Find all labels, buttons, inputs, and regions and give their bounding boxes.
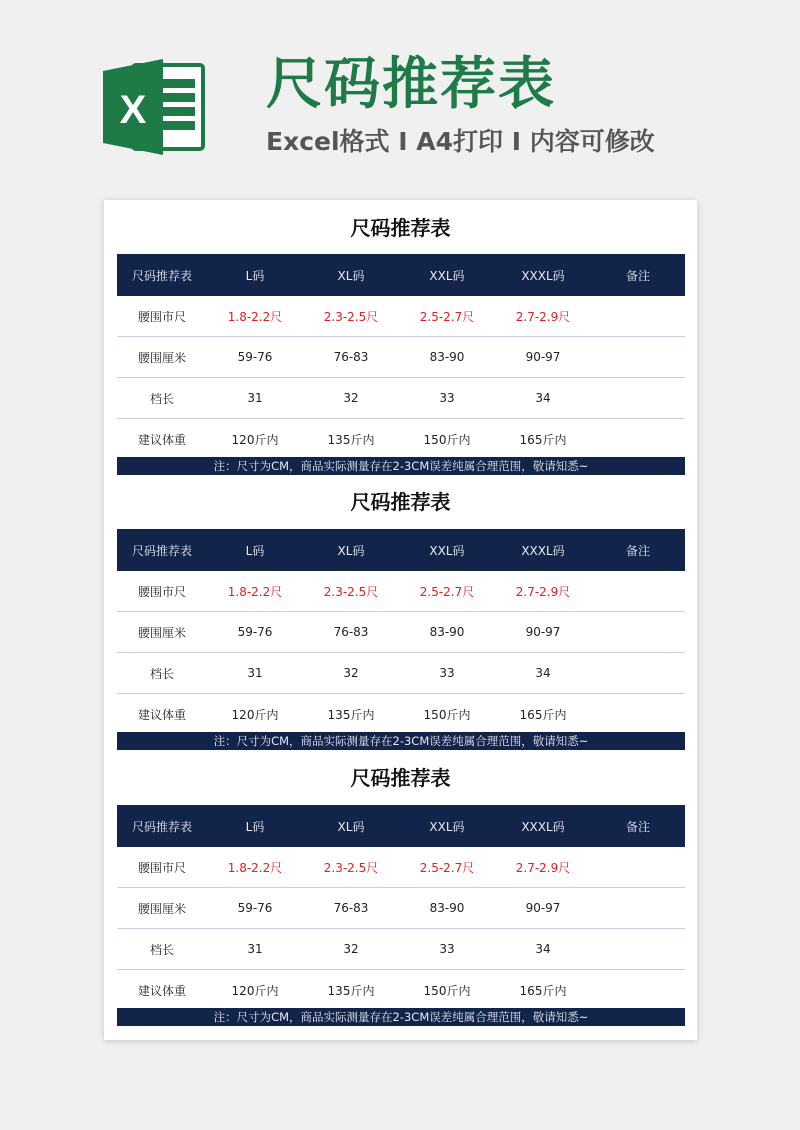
table-cell: 59-76 bbox=[207, 612, 303, 653]
table-cell: 1.8-2.2尺 bbox=[207, 296, 303, 337]
table-row bbox=[117, 694, 685, 735]
size-table bbox=[117, 254, 685, 460]
table-cell: 34 bbox=[495, 378, 591, 419]
table-note: 注：尺寸为CM，商品实际测量存在2-3CM误差纯属合理范围，敬请知悉~ bbox=[117, 457, 685, 475]
table-cell: 135斤内 bbox=[303, 694, 399, 735]
row-label: 档长 bbox=[117, 929, 207, 970]
table-cell: 120斤内 bbox=[207, 694, 303, 735]
table-cell: 83-90 bbox=[399, 612, 495, 653]
table-cell: 2.5-2.7尺 bbox=[399, 571, 495, 612]
table-cell bbox=[591, 419, 685, 460]
table-row bbox=[117, 337, 685, 378]
table-cell bbox=[591, 888, 685, 929]
table-cell: 34 bbox=[495, 653, 591, 694]
table-row bbox=[117, 929, 685, 970]
table-cell: 120斤内 bbox=[207, 419, 303, 460]
table-row bbox=[117, 296, 685, 337]
table-cell bbox=[591, 337, 685, 378]
size-table bbox=[117, 529, 685, 735]
table-cell: 34 bbox=[495, 929, 591, 970]
table-cell bbox=[591, 694, 685, 735]
table-cell: 32 bbox=[303, 653, 399, 694]
table-cell: 90-97 bbox=[495, 337, 591, 378]
table-cell: 2.7-2.9尺 bbox=[495, 571, 591, 612]
table-row bbox=[117, 571, 685, 612]
table-cell: 31 bbox=[207, 378, 303, 419]
table-header-row bbox=[117, 529, 685, 571]
row-label: 档长 bbox=[117, 378, 207, 419]
header-cell: L码 bbox=[207, 529, 303, 571]
table-row bbox=[117, 653, 685, 694]
table-cell: 32 bbox=[303, 929, 399, 970]
header-cell: 备注 bbox=[591, 805, 685, 847]
table-cell: 83-90 bbox=[399, 888, 495, 929]
table-row bbox=[117, 888, 685, 929]
table-cell: 2.7-2.9尺 bbox=[495, 296, 591, 337]
table-row bbox=[117, 419, 685, 460]
header-cell: XL码 bbox=[303, 529, 399, 571]
table-cell: 76-83 bbox=[303, 612, 399, 653]
section-title: 尺码推荐表 bbox=[350, 766, 451, 790]
row-label: 建议体重 bbox=[117, 970, 207, 1011]
table-cell: 165斤内 bbox=[495, 694, 591, 735]
header-cell: 尺码推荐表 bbox=[117, 529, 207, 571]
header-cell: XL码 bbox=[303, 254, 399, 296]
section-title: 尺码推荐表 bbox=[350, 216, 451, 240]
page-subtitle: Excel格式 I A4打印 I 内容可修改 bbox=[266, 127, 655, 156]
table-cell: 2.3-2.5尺 bbox=[303, 571, 399, 612]
table-cell: 33 bbox=[399, 378, 495, 419]
table-cell bbox=[591, 612, 685, 653]
table-cell: 135斤内 bbox=[303, 970, 399, 1011]
table-cell bbox=[591, 571, 685, 612]
section-title: 尺码推荐表 bbox=[350, 490, 451, 514]
table-cell: 83-90 bbox=[399, 337, 495, 378]
header-cell: L码 bbox=[207, 254, 303, 296]
table-cell: 165斤内 bbox=[495, 419, 591, 460]
table-cell: 135斤内 bbox=[303, 419, 399, 460]
row-label: 建议体重 bbox=[117, 419, 207, 460]
table-cell: 59-76 bbox=[207, 337, 303, 378]
document-paper bbox=[104, 200, 697, 1040]
header-cell: XXXL码 bbox=[495, 254, 591, 296]
header-cell: 尺码推荐表 bbox=[117, 805, 207, 847]
table-cell: 90-97 bbox=[495, 612, 591, 653]
table-cell: 1.8-2.2尺 bbox=[207, 847, 303, 888]
table-header-row bbox=[117, 254, 685, 296]
table-cell: 76-83 bbox=[303, 888, 399, 929]
row-label: 腰围市尺 bbox=[117, 296, 207, 337]
table-cell: 2.3-2.5尺 bbox=[303, 296, 399, 337]
page-title: 尺码推荐表 bbox=[266, 52, 556, 117]
table-cell: 150斤内 bbox=[399, 419, 495, 460]
page-header bbox=[0, 0, 800, 200]
table-cell bbox=[591, 970, 685, 1011]
table-cell bbox=[591, 653, 685, 694]
table-cell: 32 bbox=[303, 378, 399, 419]
header-cell: XXXL码 bbox=[495, 805, 591, 847]
table-row bbox=[117, 847, 685, 888]
table-header-row bbox=[117, 805, 685, 847]
row-label: 腰围市尺 bbox=[117, 847, 207, 888]
table-cell: 31 bbox=[207, 929, 303, 970]
table-note: 注：尺寸为CM，商品实际测量存在2-3CM误差纯属合理范围，敬请知悉~ bbox=[117, 732, 685, 750]
header-cell: XL码 bbox=[303, 805, 399, 847]
table-cell: 33 bbox=[399, 929, 495, 970]
table-cell: 76-83 bbox=[303, 337, 399, 378]
excel-logo-letter: X bbox=[119, 88, 147, 132]
row-label: 腰围市尺 bbox=[117, 571, 207, 612]
row-label: 腰围厘米 bbox=[117, 337, 207, 378]
header-cell: 尺码推荐表 bbox=[117, 254, 207, 296]
size-table bbox=[117, 805, 685, 1011]
table-cell: 59-76 bbox=[207, 888, 303, 929]
table-cell: 2.3-2.5尺 bbox=[303, 847, 399, 888]
table-cell bbox=[591, 378, 685, 419]
row-label: 腰围厘米 bbox=[117, 888, 207, 929]
row-label: 腰围厘米 bbox=[117, 612, 207, 653]
table-cell bbox=[591, 296, 685, 337]
table-row bbox=[117, 612, 685, 653]
table-row bbox=[117, 970, 685, 1011]
header-cell: XXXL码 bbox=[495, 529, 591, 571]
table-cell: 165斤内 bbox=[495, 970, 591, 1011]
table-row bbox=[117, 378, 685, 419]
header-cell: 备注 bbox=[591, 254, 685, 296]
table-cell: 1.8-2.2尺 bbox=[207, 571, 303, 612]
table-cell: 2.5-2.7尺 bbox=[399, 296, 495, 337]
table-cell: 2.5-2.7尺 bbox=[399, 847, 495, 888]
header-cell: 备注 bbox=[591, 529, 685, 571]
header-cell: XXL码 bbox=[399, 529, 495, 571]
table-cell bbox=[591, 929, 685, 970]
table-cell: 120斤内 bbox=[207, 970, 303, 1011]
row-label: 档长 bbox=[117, 653, 207, 694]
table-note: 注：尺寸为CM，商品实际测量存在2-3CM误差纯属合理范围，敬请知悉~ bbox=[117, 1008, 685, 1026]
header-cell: XXL码 bbox=[399, 805, 495, 847]
table-cell: 33 bbox=[399, 653, 495, 694]
table-cell: 90-97 bbox=[495, 888, 591, 929]
excel-icon bbox=[103, 57, 205, 157]
table-cell: 31 bbox=[207, 653, 303, 694]
table-cell: 2.7-2.9尺 bbox=[495, 847, 591, 888]
table-cell: 150斤内 bbox=[399, 970, 495, 1011]
table-cell: 150斤内 bbox=[399, 694, 495, 735]
header-cell: L码 bbox=[207, 805, 303, 847]
table-cell bbox=[591, 847, 685, 888]
row-label: 建议体重 bbox=[117, 694, 207, 735]
header-cell: XXL码 bbox=[399, 254, 495, 296]
